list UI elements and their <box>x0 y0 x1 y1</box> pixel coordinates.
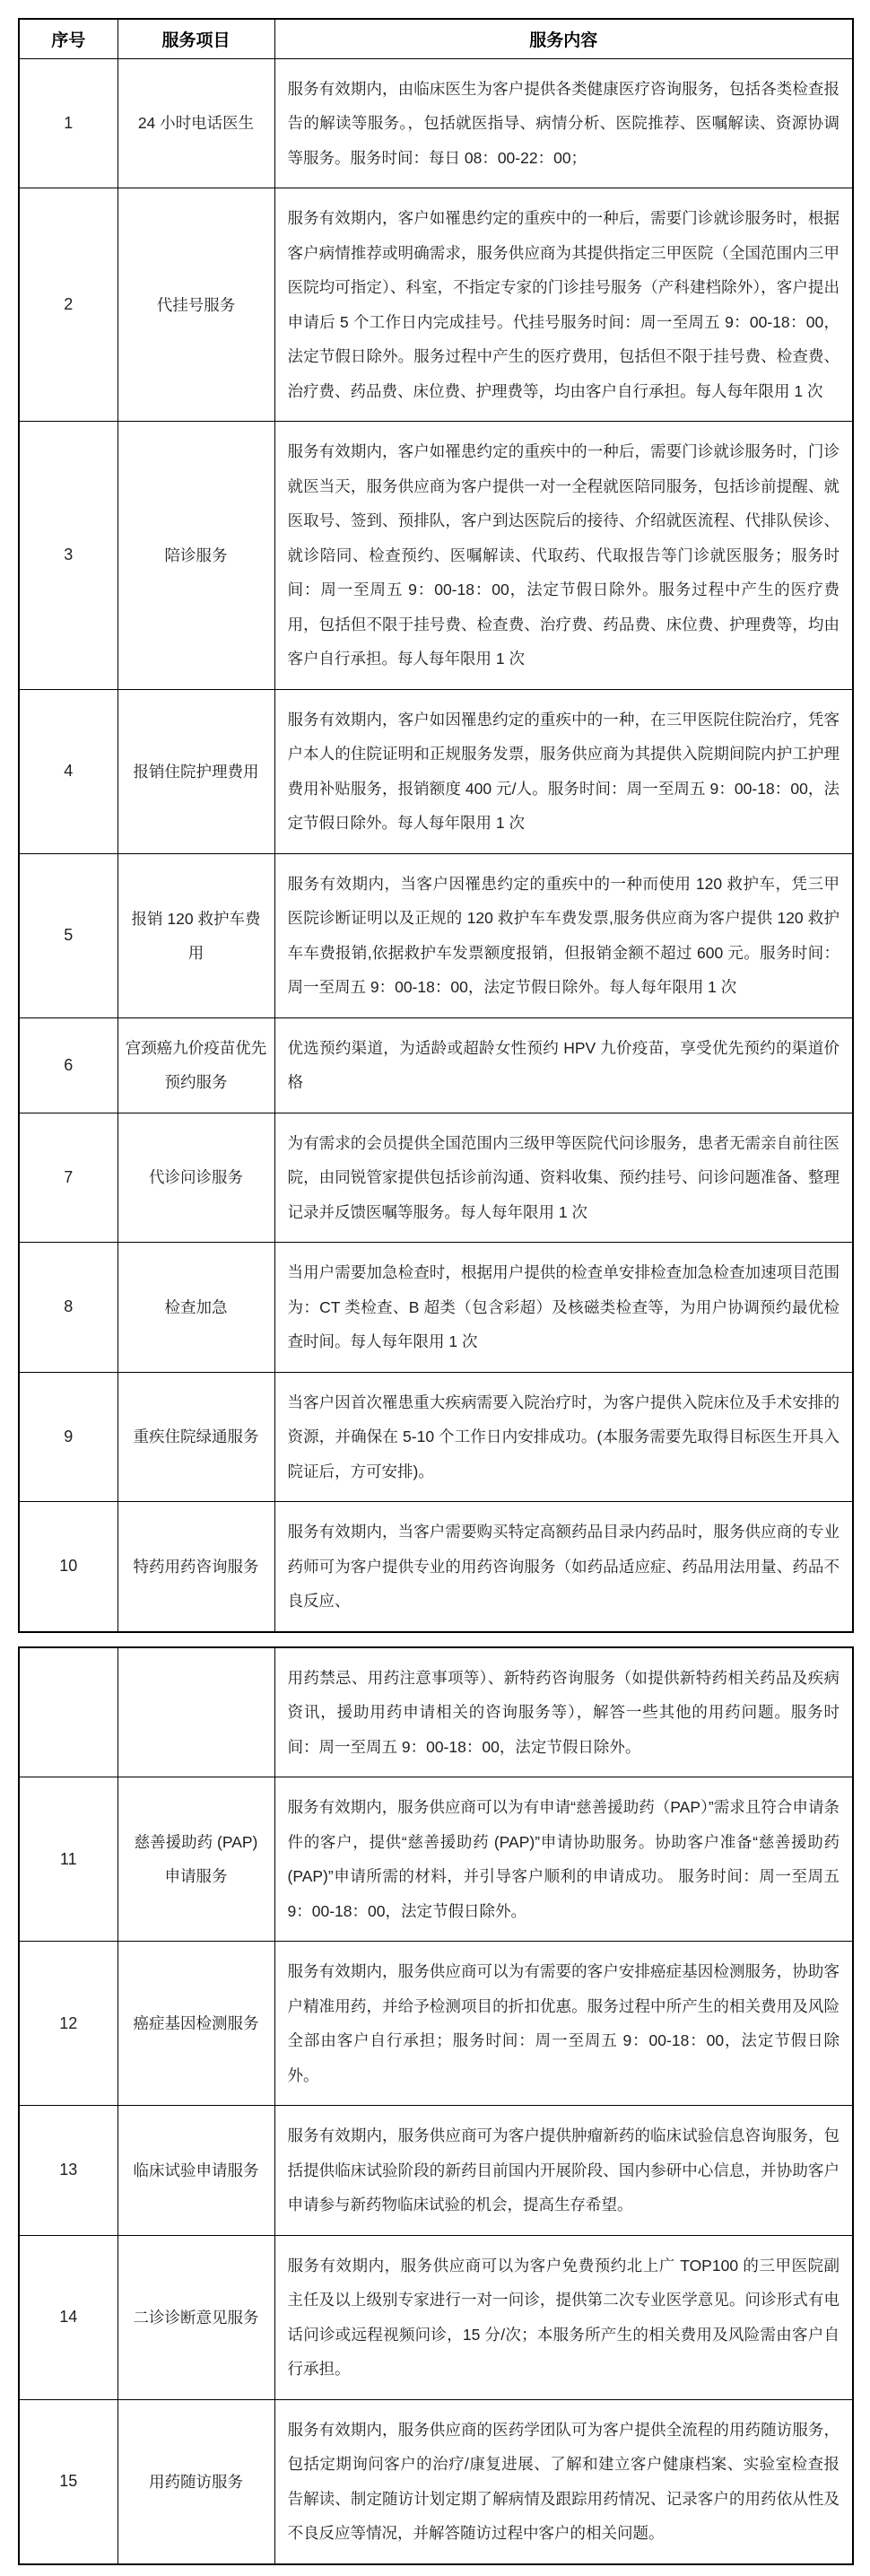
seq-cell: 4 <box>19 689 117 853</box>
service-item-cell: 代诊问诊服务 <box>117 1113 274 1243</box>
seq-cell: 13 <box>19 2106 117 2236</box>
seq-cell: 6 <box>19 1017 117 1113</box>
table-row <box>19 2399 853 2564</box>
service-item-cell: 慈善援助药 (PAP) 申请服务 <box>117 1777 274 1942</box>
table-row <box>19 1243 853 1373</box>
table-row <box>19 1372 853 1502</box>
service-content-cell: 当客户因首次罹患重大疾病需要入院治疗时，为客户提供入院床位及手术安排的资源，并确保在 5-10 个工作日内安排成功。(本服务需要先取得目标医生开具入院证后，方可安排)。 <box>274 1372 853 1502</box>
service-content-cell: 为有需求的会员提供全国范围内三级甲等医院代问诊服务，患者无需亲自前往医院，由同锐管家提供包括诊前沟通、资料收集、预约挂号、问诊问题准备、整理记录并反馈医嘱等服务。每人每年限用 1 次 <box>274 1113 853 1243</box>
service-content-cell: 用药禁忌、用药注意事项等）、新特药咨询服务（如提供新特药相关药品及疾病资讯，援助用药申请相关的咨询服务等），解答一些其他的用药问题。服务时间：周一至周五 9：00-18：00，法定节假日除外。 <box>274 1647 853 1777</box>
seq-cell: 15 <box>19 2399 117 2564</box>
table-row <box>19 2106 853 2236</box>
table-header-row <box>19 19 853 58</box>
seq-cell: 12 <box>19 1942 117 2106</box>
table-row <box>19 1777 853 1942</box>
service-content-cell: 服务有效期内，由临床医生为客户提供各类健康医疗咨询服务，包括各类检查报告的解读等服务。，包括就医指导、病情分析、医院推荐、医嘱解读、资源协调等服务。服务时间：每日 08：00-22：00； <box>274 58 853 188</box>
seq-cell: 11 <box>19 1777 117 1942</box>
table-row <box>19 2235 853 2399</box>
service-content-cell: 服务有效期内，当客户需要购买特定高额药品目录内药品时，服务供应商的专业药师可为客户提供专业的用药咨询服务（如药品适应症、药品用法用量、药品不良反应、 <box>274 1502 853 1632</box>
service-item-cell: 重疾住院绿通服务 <box>117 1372 274 1502</box>
service-content-cell: 服务有效期内，服务供应商可以为客户免费预约北上广 TOP100 的三甲医院副主任及以上级别专家进行一对一问诊，提供第二次专业医学意见。问诊形式有电话问诊或远程视频问诊，15 分/次；本服务所产生的相关费用及风险需由客户自行承担。 <box>274 2235 853 2399</box>
table-row <box>19 1017 853 1113</box>
service-content-cell: 服务有效期内，服务供应商可以为有需要的客户安排癌症基因检测服务，协助客户精准用药，并给予检测项目的折扣优惠。服务过程中所产生的相关费用及风险全部由客户自行承担；服务时间：周一至周五 9：00-18：00，法定节假日除外。 <box>274 1942 853 2106</box>
table-row <box>19 188 853 422</box>
page-break-gap <box>18 1633 852 1646</box>
table-row <box>19 689 853 853</box>
table-row <box>19 1113 853 1243</box>
service-table-page-2 <box>18 1646 854 2565</box>
table-row <box>19 1502 853 1632</box>
service-content-cell: 优选预约渠道，为适龄或超龄女性预约 HPV 九价疫苗，享受优先预约的渠道价格 <box>274 1017 853 1113</box>
table-row <box>19 422 853 690</box>
seq-cell: 8 <box>19 1243 117 1373</box>
service-item-cell: 代挂号服务 <box>117 188 274 422</box>
service-item-cell: 癌症基因检测服务 <box>117 1942 274 2106</box>
seq-cell: 1 <box>19 58 117 188</box>
service-table-page-1 <box>18 18 854 1633</box>
table-row <box>19 1647 853 1777</box>
seq-cell: 10 <box>19 1502 117 1632</box>
service-content-cell: 服务有效期内，服务供应商可为客户提供肿瘤新药的临床试验信息咨询服务，包括提供临床试验阶段的新药目前国内开展阶段、国内参研中心信息，并协助客户申请参与新药物临床试验的机会，提高生存希望。 <box>274 2106 853 2236</box>
seq-cell <box>19 1647 117 1777</box>
header-cell-item: 服务项目 <box>117 19 274 58</box>
seq-cell: 7 <box>19 1113 117 1243</box>
table-row <box>19 853 853 1017</box>
service-content-cell: 服务有效期内，客户如因罹患约定的重疾中的一种，在三甲医院住院治疗，凭客户本人的住院证明和正规服务发票，服务供应商为其提供入院期间院内护工护理费用补贴服务，报销额度 400 元/人。服务时间：周一至周五 9：00-18：00，法定节假日除外。每人每年限用 1 次 <box>274 689 853 853</box>
header-cell-content: 服务内容 <box>274 19 853 58</box>
service-item-cell: 临床试验申请服务 <box>117 2106 274 2236</box>
service-item-cell: 用药随访服务 <box>117 2399 274 2564</box>
service-item-cell: 报销 120 救护车费用 <box>117 853 274 1017</box>
service-item-cell: 检查加急 <box>117 1243 274 1373</box>
service-content-cell: 服务有效期内，客户如罹患约定的重疾中的一种后，需要门诊就诊服务时，根据客户病情推荐或明确需求，服务供应商为其提供指定三甲医院（全国范围内三甲医院均可指定）、科室，不指定专家的门诊挂号服务（产科建档除外），客户提出申请后 5 个工作日内完成挂号。代挂号服务时间：周一至周五 9：00-18：00，法定节假日除外。服务过程中产生的医疗费用，包括但不限于挂号费、检查费、治疗费、药品费、床位费、护理费等，均由客户自行承担。每人每年限用 1 次 <box>274 188 853 422</box>
seq-cell: 9 <box>19 1372 117 1502</box>
service-content-cell: 当用户需要加急检查时，根据用户提供的检查单安排检查加急检查加速项目范围为：CT 类检查、B 超类（包含彩超）及核磁类检查等，为用户协调预约最优检查时间。每人每年限用 1 次 <box>274 1243 853 1373</box>
service-item-cell <box>117 1647 274 1777</box>
service-item-cell: 24 小时电话医生 <box>117 58 274 188</box>
service-content-cell: 服务有效期内，客户如罹患约定的重疾中的一种后，需要门诊就诊服务时，门诊就医当天，服务供应商为客户提供一对一全程就医陪同服务，包括诊前提醒、就医取号、签到、预排队，客户到达医院后的接待、介绍就医流程、代排队侯诊、就诊陪同、检查预约、医嘱解读、代取药、代取报告等门诊就医服务；服务时间：周一至周五 9：00-18：00，法定节假日除外。服务过程中产生的医疗费用，包括但不限于挂号费、检查费、治疗费、药品费、床位费、护理费等，均由客户自行承担。每人每年限用 1 次 <box>274 422 853 690</box>
seq-cell: 2 <box>19 188 117 422</box>
table-row <box>19 1942 853 2106</box>
document-page <box>18 0 852 2576</box>
service-item-cell: 宫颈癌九价疫苗优先预约服务 <box>117 1017 274 1113</box>
header-cell-seq: 序号 <box>19 19 117 58</box>
seq-cell: 5 <box>19 853 117 1017</box>
seq-cell: 14 <box>19 2235 117 2399</box>
seq-cell: 3 <box>19 422 117 690</box>
service-content-cell: 服务有效期内，当客户因罹患约定的重疾中的一种而使用 120 救护车，凭三甲医院诊断证明以及正规的 120 救护车车费发票,服务供应商为客户提供 120 救护车车费报销,依据救护车发票额度报销，但报销金额不超过 600 元。服务时间：周一至周五 9：00-18：00，法定节假日除外。每人每年限用 1 次 <box>274 853 853 1017</box>
table-row <box>19 58 853 188</box>
service-content-cell: 服务有效期内，服务供应商的医药学团队可为客户提供全流程的用药随访服务，包括定期询问客户的治疗/康复进展、了解和建立客户健康档案、实验室检查报告解读、制定随访计划定期了解病情及跟踪用药情况、记录客户的用药依从性及不良反应等情况，并解答随访过程中客户的相关问题。 <box>274 2399 853 2564</box>
service-item-cell: 二诊诊断意见服务 <box>117 2235 274 2399</box>
service-content-cell: 服务有效期内，服务供应商可以为有申请“慈善援助药（PAP）”需求且符合申请条件的客户，提供“慈善援助药 (PAP)”申请协助服务。协助客户准备“慈善援助药 (PAP)”申请所需的材料，并引导客户顺利的申请成功。 服务时间：周一至周五 9：00-18：00，法定节假日除外。 <box>274 1777 853 1942</box>
service-item-cell: 特药用药咨询服务 <box>117 1502 274 1632</box>
service-item-cell: 报销住院护理费用 <box>117 689 274 853</box>
service-item-cell: 陪诊服务 <box>117 422 274 690</box>
